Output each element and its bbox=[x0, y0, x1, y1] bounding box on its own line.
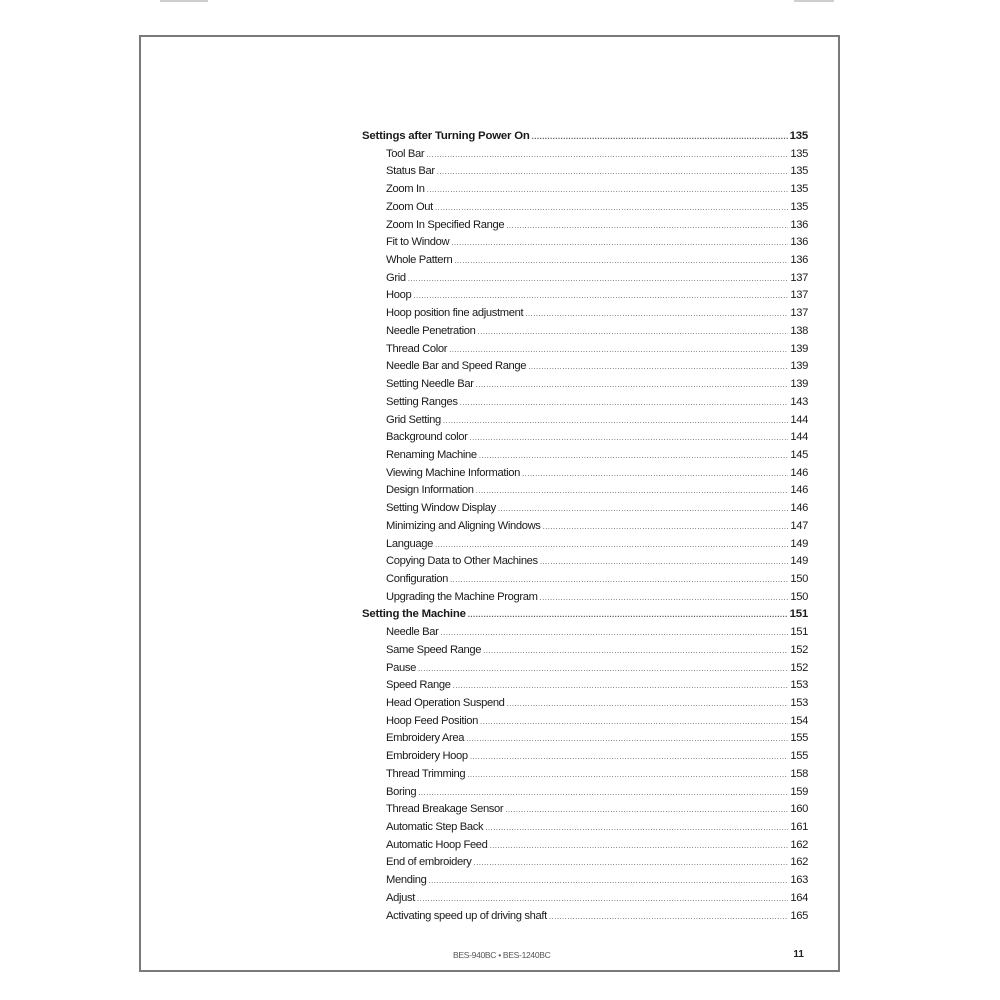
toc-entry-page: 162 bbox=[790, 838, 808, 851]
toc-entry[interactable] bbox=[362, 289, 808, 307]
toc-entry[interactable] bbox=[362, 467, 808, 485]
toc-entry[interactable] bbox=[362, 307, 808, 325]
toc-entry[interactable] bbox=[362, 449, 808, 467]
toc-dot-leader bbox=[437, 167, 789, 176]
toc-entry[interactable] bbox=[362, 538, 808, 556]
toc-entry-page: 145 bbox=[790, 448, 808, 461]
toc-entry-label: Status Bar bbox=[386, 165, 435, 178]
toc-entry[interactable] bbox=[362, 378, 808, 396]
toc-entry-page: 136 bbox=[790, 236, 808, 249]
toc-dot-leader bbox=[467, 770, 788, 779]
toc-dot-leader bbox=[525, 309, 788, 318]
toc-entry[interactable] bbox=[362, 821, 808, 839]
toc-entry-label: Embroidery Hoop bbox=[386, 750, 468, 763]
toc-entry[interactable] bbox=[362, 165, 808, 183]
toc-entry[interactable] bbox=[362, 786, 808, 804]
toc-dot-leader bbox=[483, 646, 788, 655]
toc-dot-leader bbox=[490, 841, 789, 850]
toc-entry[interactable] bbox=[362, 219, 808, 237]
toc-entry-label: Thread Trimming bbox=[386, 767, 466, 780]
toc-entry-label: Setting Needle Bar bbox=[386, 378, 474, 391]
toc-entry[interactable] bbox=[362, 236, 808, 254]
toc-entry-page: 146 bbox=[790, 502, 808, 515]
toc-section-heading[interactable] bbox=[362, 130, 808, 148]
toc-dot-leader bbox=[469, 433, 788, 442]
toc-entry-page: 155 bbox=[790, 750, 808, 763]
toc-entry-page: 153 bbox=[790, 697, 808, 709]
toc-dot-leader bbox=[540, 557, 789, 566]
toc-entry[interactable] bbox=[362, 591, 808, 609]
toc-entry-label: Setting Window Display bbox=[386, 502, 496, 515]
toc-entry-label: Needle Bar and Speed Range bbox=[386, 360, 527, 373]
toc-entry-label: Whole Pattern bbox=[386, 254, 453, 267]
toc-entry-label: Thread Color bbox=[386, 342, 448, 355]
toc-entry-page: 144 bbox=[790, 431, 808, 444]
toc-dot-leader bbox=[476, 486, 789, 495]
toc-entry-page: 139 bbox=[790, 378, 808, 391]
toc-dot-leader bbox=[476, 380, 789, 389]
toc-entry-page: 165 bbox=[790, 909, 808, 922]
toc-entry-label: Background color bbox=[386, 431, 468, 444]
toc-dot-leader bbox=[485, 823, 788, 832]
toc-entry-label: Pause bbox=[386, 661, 416, 674]
toc-entry-label: Hoop bbox=[386, 289, 412, 302]
toc-entry[interactable] bbox=[362, 910, 808, 928]
toc-entry-label: Adjust bbox=[386, 891, 415, 904]
toc-entry-page: 154 bbox=[790, 714, 808, 727]
toc-entry-label: Needle Penetration bbox=[386, 324, 476, 337]
toc-dot-leader bbox=[417, 894, 788, 903]
toc-dot-leader bbox=[418, 788, 788, 797]
toc-dot-leader bbox=[453, 681, 789, 690]
toc-entry-page: 135 bbox=[790, 147, 808, 160]
toc-section-heading[interactable] bbox=[362, 608, 808, 626]
toc-entry-page: 137 bbox=[790, 271, 808, 284]
toc-entry-label: Needle Bar bbox=[386, 626, 439, 639]
toc-entry-page: 137 bbox=[790, 307, 808, 320]
toc-entry-page: 135 bbox=[790, 200, 808, 213]
toc-entry-label: Configuration bbox=[386, 572, 448, 585]
toc-entry[interactable] bbox=[362, 520, 808, 538]
toc-entry-label: Copying Data to Other Machines bbox=[386, 555, 538, 568]
toc-entry[interactable] bbox=[362, 573, 808, 591]
toc-entry[interactable] bbox=[362, 644, 808, 662]
document-page bbox=[139, 35, 840, 972]
toc-entry[interactable] bbox=[362, 254, 808, 272]
toc-entry-page: 149 bbox=[790, 555, 808, 568]
toc-entry[interactable] bbox=[362, 183, 808, 201]
toc-entry-label: Same Speed Range bbox=[386, 643, 482, 656]
toc-dot-leader bbox=[532, 132, 788, 141]
toc-entry[interactable] bbox=[362, 414, 808, 432]
toc-entry[interactable] bbox=[362, 856, 808, 874]
toc-dot-leader bbox=[543, 522, 789, 531]
toc-entry[interactable] bbox=[362, 874, 808, 892]
toc-dot-leader bbox=[440, 628, 788, 637]
toc-entry-label: Viewing Machine Information bbox=[386, 466, 520, 479]
toc-entry[interactable] bbox=[362, 431, 808, 449]
toc-entry-page: 147 bbox=[790, 519, 808, 532]
previous-page-edge-left bbox=[160, 0, 208, 2]
toc-entry-page: 153 bbox=[790, 679, 808, 692]
toc-dot-leader bbox=[418, 664, 788, 673]
toc-entry-page: 160 bbox=[790, 803, 808, 816]
toc-entry[interactable] bbox=[362, 697, 808, 715]
toc-entry[interactable] bbox=[362, 325, 808, 343]
toc-entry-page: 136 bbox=[790, 254, 808, 267]
toc-entry-page: 135 bbox=[790, 165, 808, 178]
toc-dot-leader bbox=[549, 912, 788, 921]
toc-entry-page: 143 bbox=[790, 395, 808, 408]
toc-entry-page: 150 bbox=[790, 590, 808, 603]
toc-dot-leader bbox=[443, 416, 789, 425]
toc-entry-page: 139 bbox=[790, 342, 808, 355]
toc-dot-leader bbox=[460, 398, 789, 407]
toc-entry[interactable] bbox=[362, 396, 808, 414]
toc-entry-page: 162 bbox=[790, 856, 808, 869]
toc-dot-leader bbox=[477, 327, 788, 336]
toc-entry-label: Embroidery Area bbox=[386, 732, 465, 745]
toc-dot-leader bbox=[427, 185, 789, 194]
toc-entry-page: 135 bbox=[790, 183, 808, 196]
toc-dot-leader bbox=[540, 593, 789, 602]
toc-entry-label: End of embroidery bbox=[386, 856, 472, 869]
toc-dot-leader bbox=[470, 752, 789, 761]
toc-dot-leader bbox=[450, 575, 788, 584]
toc-entry[interactable] bbox=[362, 626, 808, 644]
toc-entry-page: 150 bbox=[790, 572, 808, 585]
toc-entry-label: Renaming Machine bbox=[386, 448, 477, 461]
toc-entry-page: 161 bbox=[790, 821, 808, 834]
toc-entry-page: 152 bbox=[790, 661, 808, 674]
toc-entry-label: Language bbox=[386, 537, 433, 550]
toc-entry[interactable] bbox=[362, 484, 808, 502]
toc-entry-label: Mending bbox=[386, 874, 427, 887]
toc-entry[interactable] bbox=[362, 750, 808, 768]
toc-entry-label: Automatic Step Back bbox=[386, 821, 484, 834]
toc-dot-leader bbox=[454, 256, 788, 265]
toc-entry[interactable] bbox=[362, 343, 808, 361]
toc-entry-page: 146 bbox=[790, 484, 808, 497]
toc-entry[interactable] bbox=[362, 201, 808, 219]
toc-entry-label: Minimizing and Aligning Windows bbox=[386, 519, 541, 532]
toc-entry-page: 139 bbox=[790, 360, 808, 373]
toc-entry-page: 146 bbox=[790, 466, 808, 479]
toc-entry-label: Zoom In bbox=[386, 183, 425, 196]
toc-dot-leader bbox=[435, 540, 788, 549]
toc-entry-page: 149 bbox=[790, 537, 808, 550]
toc-dot-leader bbox=[413, 291, 788, 300]
toc-entry[interactable] bbox=[362, 839, 808, 857]
toc-dot-leader bbox=[479, 451, 789, 460]
toc-dot-leader bbox=[528, 362, 788, 371]
toc-dot-leader bbox=[506, 221, 788, 230]
toc-entry-label: Boring bbox=[386, 785, 417, 798]
toc-entry-label: Head Operation Suspend bbox=[386, 697, 505, 709]
toc-entry-label: Design Information bbox=[386, 484, 474, 497]
toc-entry-page: 152 bbox=[790, 643, 808, 656]
toc-dot-leader bbox=[451, 238, 788, 247]
toc-entry-label: Tool Bar bbox=[386, 147, 425, 160]
toc-dot-leader bbox=[449, 345, 788, 354]
previous-page-edge-right bbox=[794, 0, 834, 2]
toc-entry[interactable] bbox=[362, 502, 808, 520]
toc-dot-leader bbox=[480, 717, 788, 726]
toc-dot-leader bbox=[473, 858, 788, 867]
toc-entry[interactable] bbox=[362, 148, 808, 166]
page-footer bbox=[141, 946, 838, 966]
toc-entry-label: Hoop position fine adjustment bbox=[386, 307, 524, 320]
toc-entry-label: Fit to Window bbox=[386, 236, 450, 249]
toc-entry-page: 163 bbox=[790, 874, 808, 887]
toc-section-title: Settings after Turning Power On bbox=[362, 130, 530, 142]
table-of-contents bbox=[362, 130, 808, 927]
toc-entry[interactable] bbox=[362, 715, 808, 733]
toc-entry[interactable] bbox=[362, 732, 808, 750]
toc-dot-leader bbox=[435, 203, 788, 212]
toc-entry-label: Activating speed up of driving shaft bbox=[386, 909, 547, 922]
toc-entry-label: Grid bbox=[386, 271, 406, 284]
toc-entry-label: Zoom In Specified Range bbox=[386, 218, 505, 231]
toc-entry-label: Grid Setting bbox=[386, 413, 441, 426]
toc-dot-leader bbox=[507, 699, 789, 708]
toc-entry[interactable] bbox=[362, 679, 808, 697]
toc-entry-label: Thread Breakage Sensor bbox=[386, 803, 504, 816]
toc-entry-label: Speed Range bbox=[386, 679, 451, 692]
footer-page-number: 11 bbox=[793, 949, 804, 960]
toc-entry-label: Zoom Out bbox=[386, 200, 433, 213]
toc-entry[interactable] bbox=[362, 768, 808, 786]
toc-entry-page: 144 bbox=[790, 413, 808, 426]
footer-model-names: BES-940BC • BES-1240BC bbox=[453, 950, 551, 960]
toc-section-page: 135 bbox=[789, 130, 808, 142]
toc-entry[interactable] bbox=[362, 662, 808, 680]
toc-entry-page: 138 bbox=[790, 324, 808, 337]
toc-entry[interactable] bbox=[362, 360, 808, 378]
toc-section-title: Setting the Machine bbox=[362, 608, 466, 621]
toc-entry-page: 159 bbox=[790, 785, 808, 798]
toc-entry-label: Setting Ranges bbox=[386, 395, 458, 408]
toc-entry-page: 137 bbox=[790, 289, 808, 302]
toc-section-page: 151 bbox=[789, 608, 808, 621]
toc-entry[interactable] bbox=[362, 803, 808, 821]
toc-entry-label: Upgrading the Machine Program bbox=[386, 590, 538, 603]
toc-entry-label: Automatic Hoop Feed bbox=[386, 838, 488, 851]
toc-entry[interactable] bbox=[362, 892, 808, 910]
toc-entry-page: 155 bbox=[790, 732, 808, 745]
toc-entry-page: 136 bbox=[790, 218, 808, 231]
toc-dot-leader bbox=[428, 876, 788, 885]
toc-entry-page: 151 bbox=[790, 626, 808, 639]
toc-entry[interactable] bbox=[362, 555, 808, 573]
toc-dot-leader bbox=[468, 610, 788, 619]
toc-dot-leader bbox=[498, 504, 789, 513]
toc-dot-leader bbox=[408, 274, 789, 283]
toc-dot-leader bbox=[505, 805, 788, 814]
toc-dot-leader bbox=[466, 734, 788, 743]
toc-entry-label: Hoop Feed Position bbox=[386, 714, 478, 727]
toc-entry-page: 164 bbox=[790, 891, 808, 904]
toc-entry[interactable] bbox=[362, 272, 808, 290]
toc-dot-leader bbox=[522, 469, 788, 478]
toc-entry-page: 158 bbox=[790, 767, 808, 780]
toc-dot-leader bbox=[426, 150, 788, 159]
